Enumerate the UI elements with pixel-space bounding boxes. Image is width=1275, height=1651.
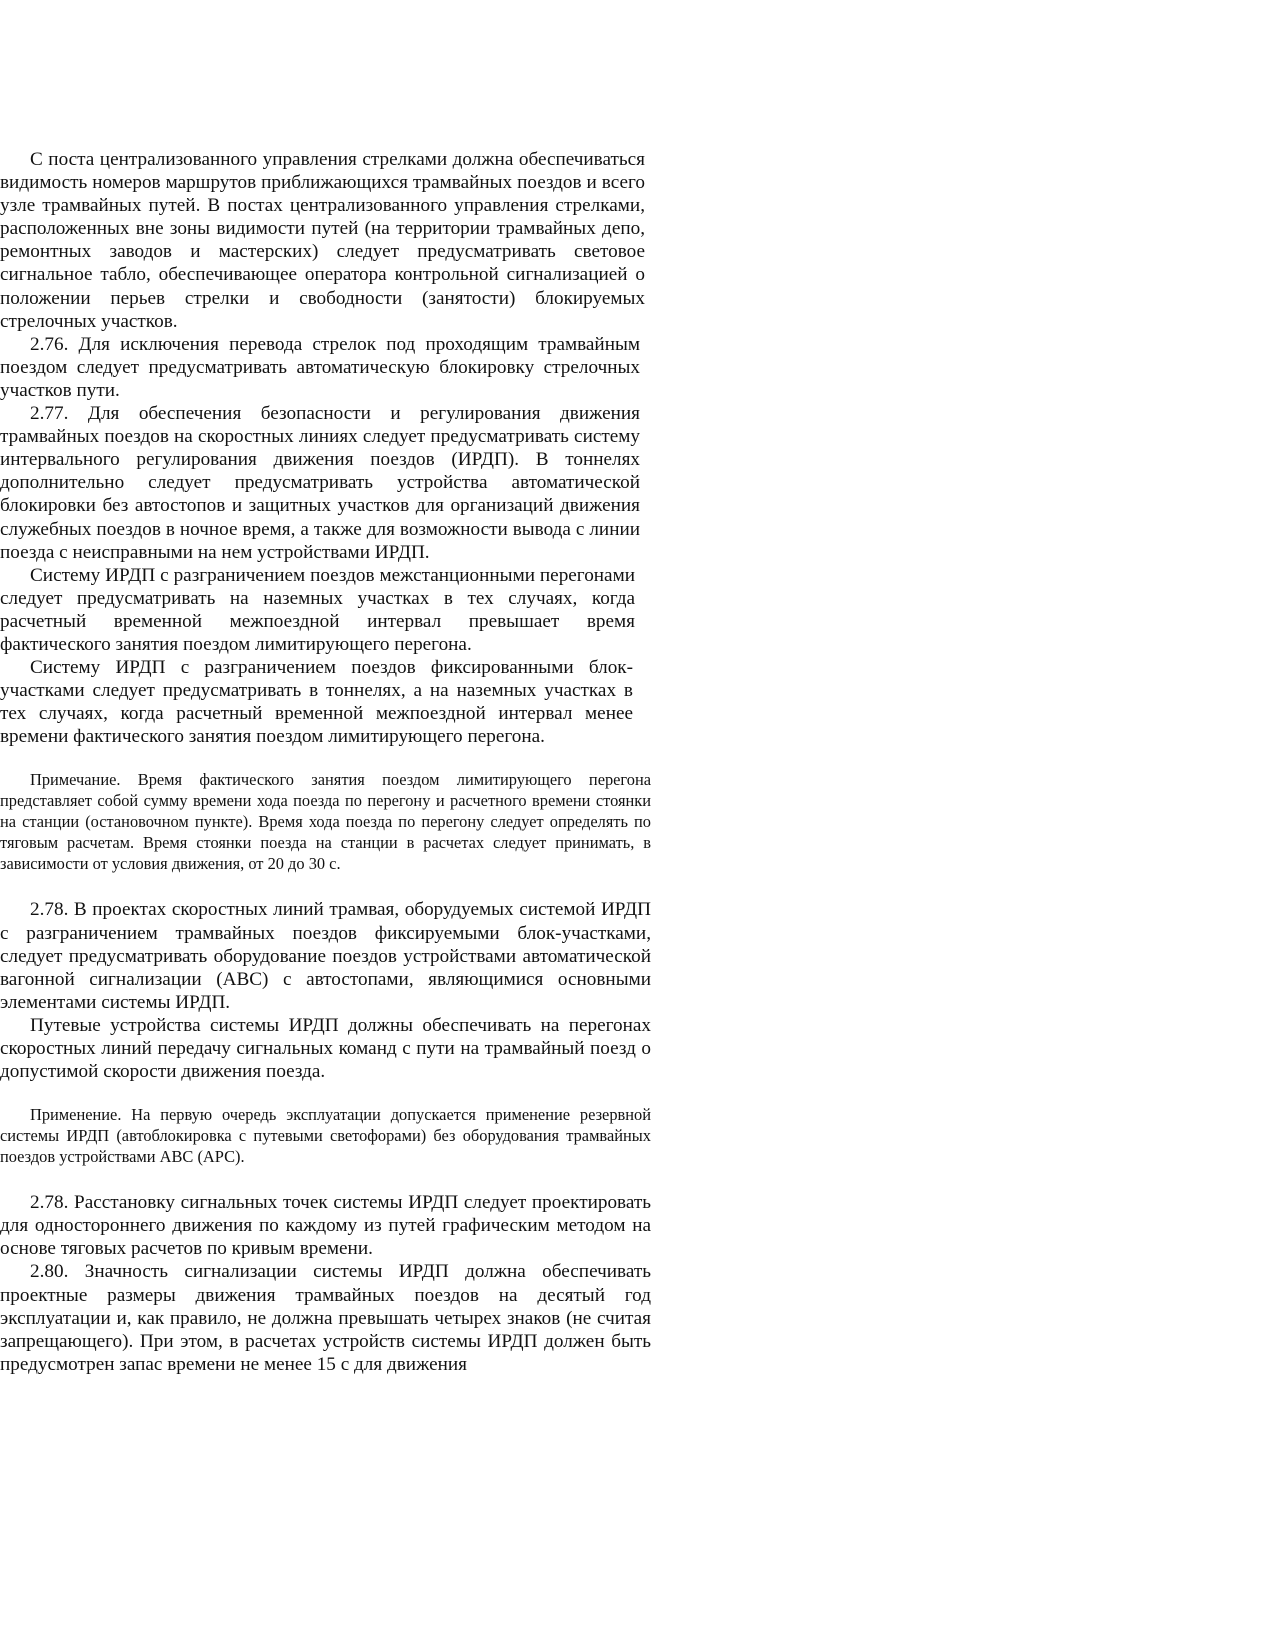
document-page [0, 148, 1275, 1376]
paragraph-2-78-signal-points: 2.78. Расстановку сигнальных точек системы ИРДП следует проектировать для одностороннего движения по каждому из путей графическим методом на основе тяговых расчетов по кривым времени. [0, 1192, 651, 1260]
paragraph-2-77: 2.77. Для обеспечения безопасности и регулирования движения трамвайных поездов на скоростных линиях следует предусматривать систему интервального регулирования движения поездов (ИРДП). В тоннелях дополнительно следует предусматривать устройства автоматической блокировки без автостопов и защитных участков для организаций движения служебных поездов в ночное время, а также для возможности вывода с линии поезда с неисправными на нем устройствами ИРДП. [0, 403, 640, 563]
note-occupancy-time: Примечание. Время фактического занятия поездом лимитирующего перегона представляет собой сумму времени хода поезда по перегону и расчетного времени стоянки на станции (остановочном пункте). Время хода поезда по перегону следует определять по тяговым расчетам. Время стоянки поезда на станции в расчетах следует принимать, в зависимости от условия движения, от 20 до 30 с. [0, 770, 651, 874]
paragraph-track-devices: Путевые устройства системы ИРДП должны обеспечивать на перегонах скоростных линий передачу сигнальных команд с пути на трамвайный поезд о допустимой скорости движения поезда. [0, 1014, 651, 1083]
paragraph-signal-visibility: С поста централизованного управления стрелками должна обеспечиваться видимость номеров маршрутов приближающихся трамвайных поездов и всего узле трамвайных путей. В постах централизованного управления стрелками, расположенных вне зоны видимости путей (на территории трамвайных депо, ремонтных заводов и мастерских) следует предусматривать световое сигнальное табло, обеспечивающее оператора контрольной сигнализацией о положении перьев стрелки и свободности (занятости) блокируемых стрелочных участков. [0, 149, 645, 332]
paragraph-2-78-avs: 2.78. В проектах скоростных линий трамвая, оборудуемых системой ИРДП с разграничением трамвайных поездов фиксируемыми блок-участками, следует предусматривать оборудование поездов устройствами автоматической вагонной сигнализации (АВС) с автостопами, являющимися основными элементами системы ИРДП. [0, 899, 651, 1013]
paragraph-2-76: 2.76. Для исключения перевода стрелок под проходящим трамвайным поездом следует предусматривать автоматическую блокировку стрелочных участков пути. [0, 333, 640, 401]
paragraph-irdp-interstation: Систему ИРДП с разграничением поездов межстанционными перегонами следует предусматривать на наземных участках в тех случаях, когда расчетный временной межпоездной интервал превышает время фактического занятия поездом лимитирующего перегона. [0, 564, 635, 655]
paragraph-2-80: 2.80. Значность сигнализации системы ИРДП должна обеспечивать проектные размеры движения трамвайных поездов на десятый год эксплуатации и, как правило, не должна превышать четырех знаков (не считая запрещающего). При этом, в расчетах устройств системы ИРДП должен быть предусмотрен запас времени не менее 15 с для движения [0, 1261, 651, 1375]
text-block-2 [0, 898, 651, 1083]
note-block-1 [0, 769, 651, 874]
note-reserve-system: Применение. На первую очередь эксплуатации допускается применение резервной системы ИРДП (автоблокировка с путевыми светофорами) без оборудования трамвайных поездов устройствами АВС (АРС). [0, 1105, 651, 1167]
note-block-2 [0, 1104, 651, 1167]
text-block-3 [0, 1191, 651, 1376]
text-block-1 [0, 148, 645, 748]
paragraph-irdp-block-sections: Систему ИРДП с разграничением поездов фиксированными блок-участками следует предусматривать в тоннелях, а на наземных участках в тех случаях, когда расчетный временной межпоездной интервал менее времени фактического занятия поездом лимитирующего перегона. [0, 657, 633, 748]
